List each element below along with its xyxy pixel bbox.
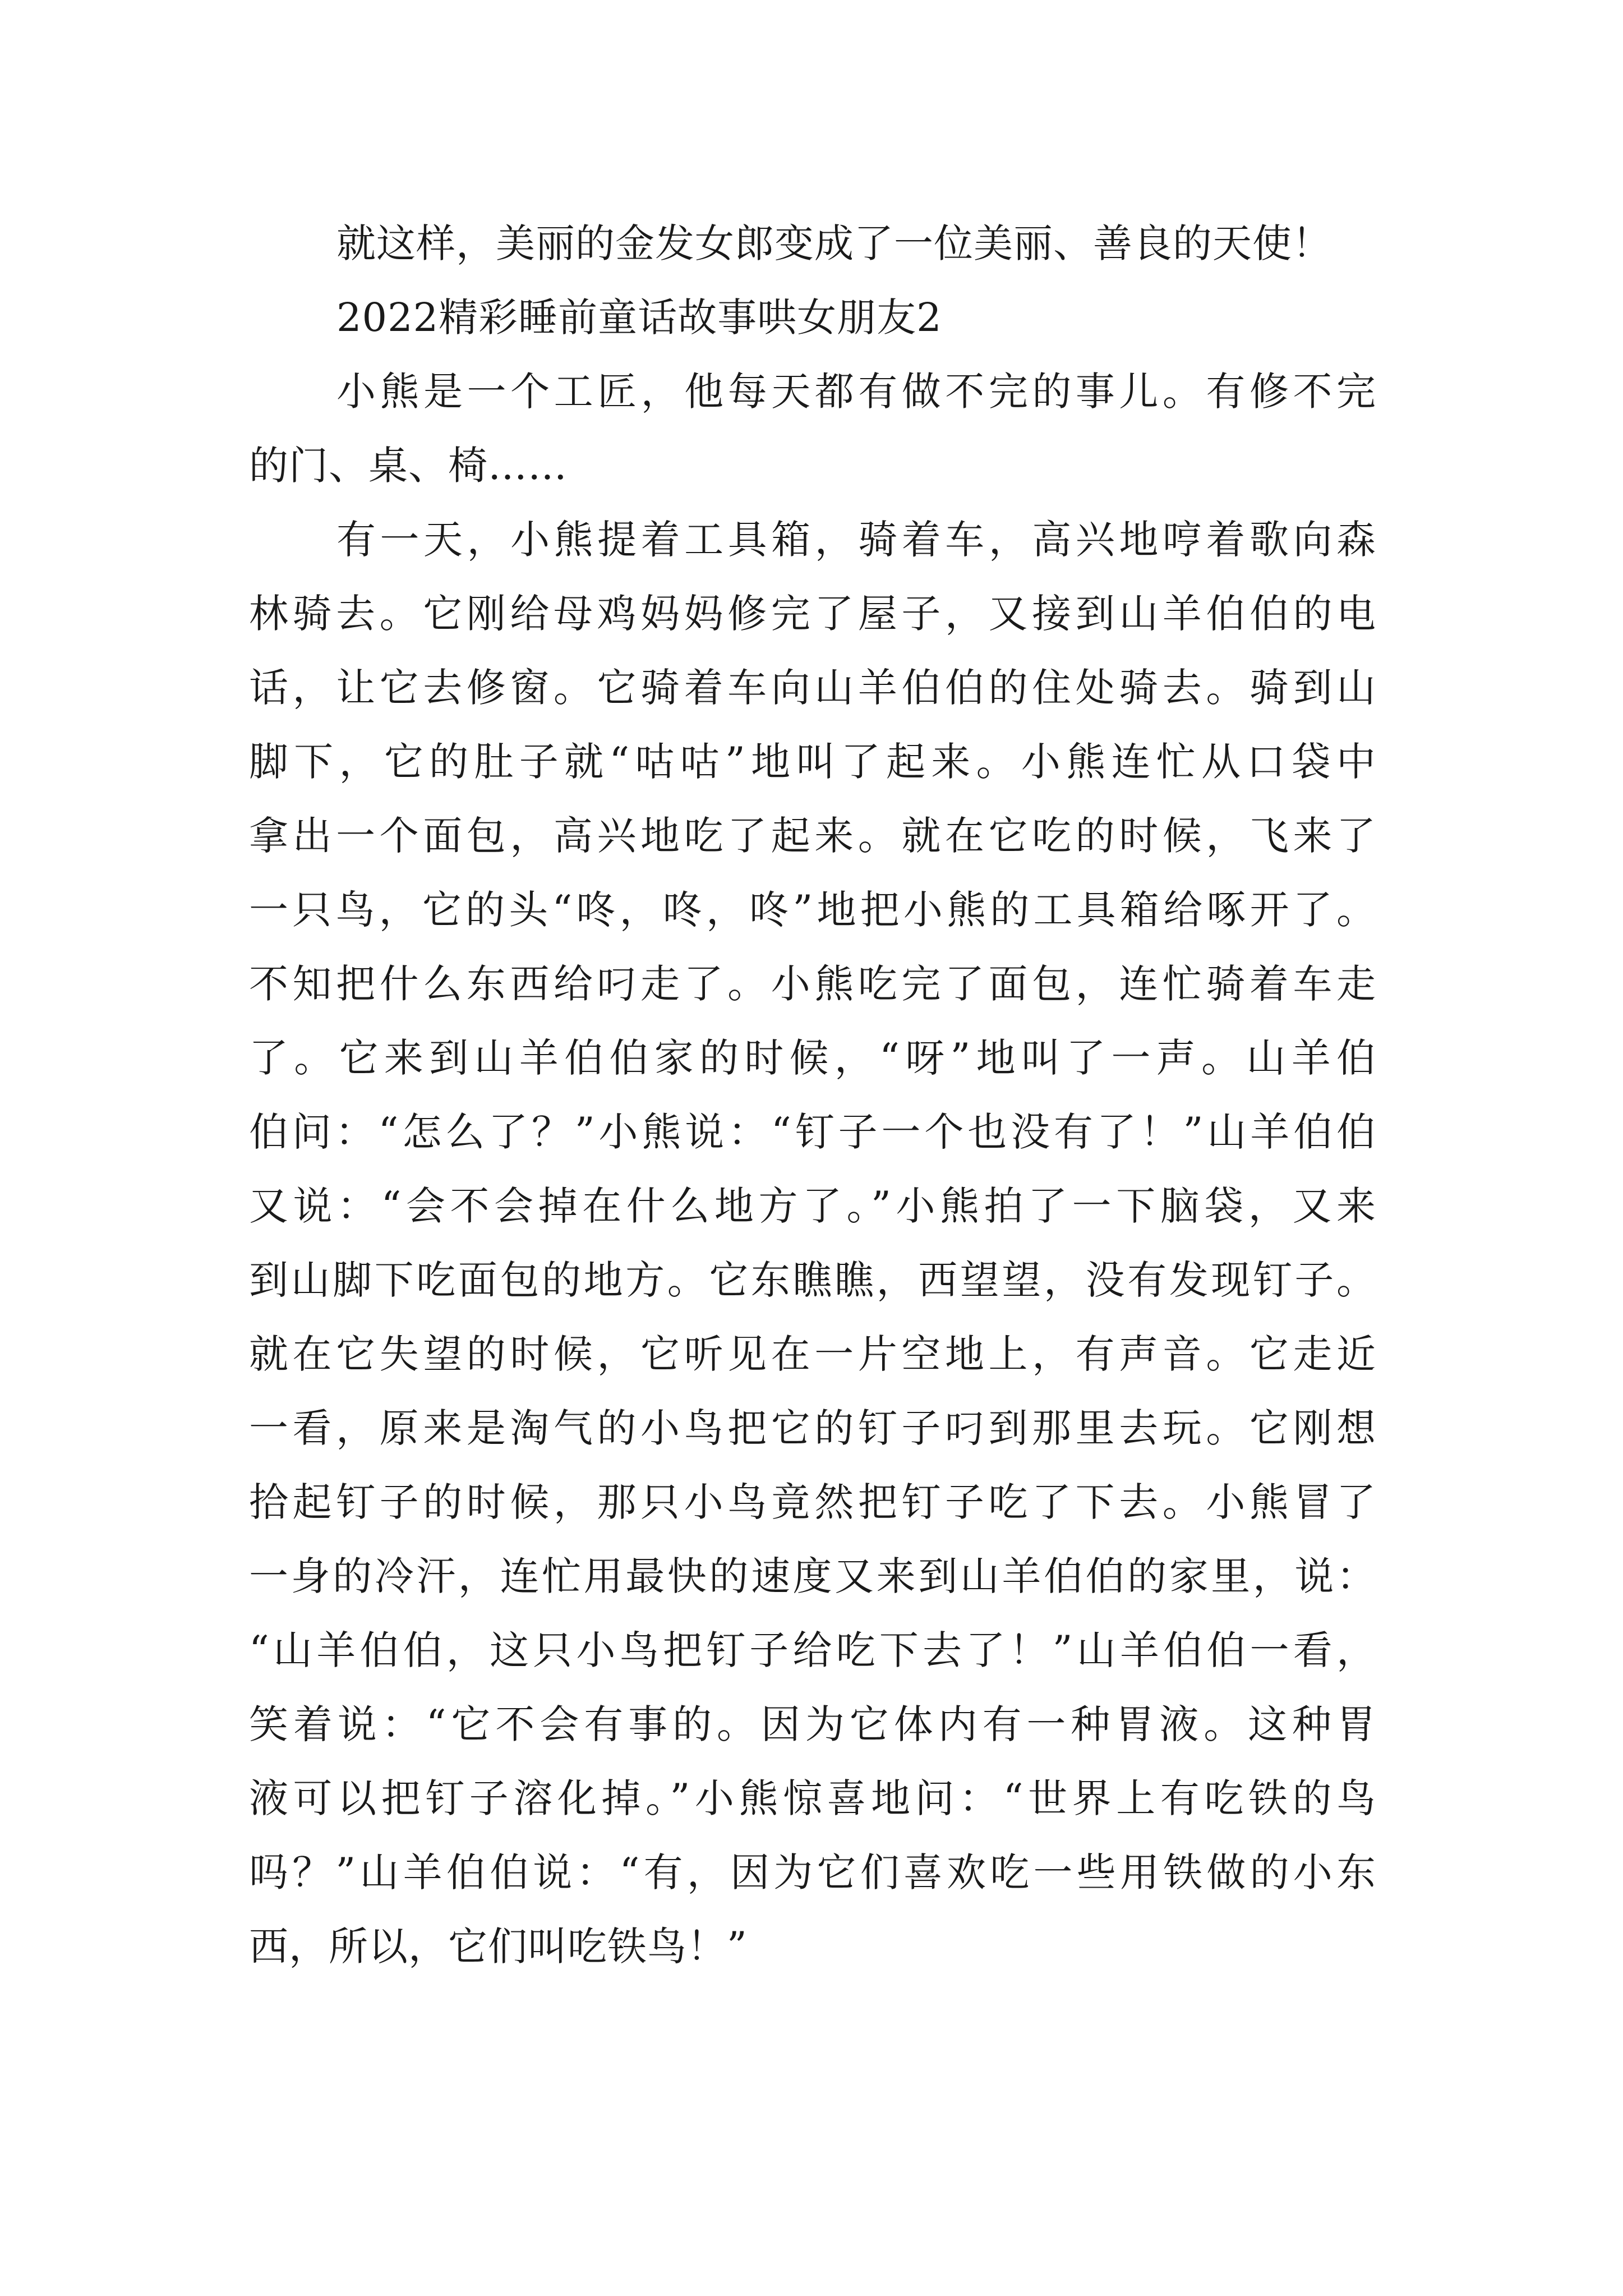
paragraph-2-line-6: 一只鸟，它的头“咚，咚，咚”地把小熊的工具箱给啄开了。 [249,887,1376,933]
paragraph-2-line-2: 林骑去。它刚给母鸡妈妈修完了屋子，又接到山羊伯伯的电 [249,591,1376,637]
paragraph-2-line-5: 拿出一个面包，高兴地吃了起来。就在它吃的时候，飞来了 [249,813,1376,859]
paragraph-2-line-7: 不知把什么东西给叼走了。小熊吃完了面包，连忙骑着车走 [249,961,1376,1007]
story-ending-line: 就这样，美丽的金发女郎变成了一位美丽、善良的天使！ [336,220,1332,266]
paragraph-2-line-8: 了。它来到山羊伯伯家的时候，“呀”地叫了一声。山羊伯 [249,1035,1376,1081]
paragraph-2-line-19: 吗？”山羊伯伯说：“有，因为它们喜欢吃一些用铁做的小东 [249,1849,1376,1895]
paragraph-2-line-13: 一看，原来是淘气的小鸟把它的钉子叼到那里去玩。它刚想 [249,1405,1376,1451]
paragraph-2-line-12: 就在它失望的时候，它听见在一片空地上，有声音。它走近 [249,1331,1376,1377]
paragraph-2-line-11: 到山脚下吃面包的地方。它东瞧瞧，西望望，没有发现钉子。 [249,1257,1376,1303]
paragraph-1-line-2: 的门、桌、椅…… [249,443,568,489]
paragraph-2-line-10: 又说：“会不会掉在什么地方了。”小熊拍了一下脑袋，又来 [249,1183,1376,1229]
paragraph-2-line-17: 笑着说：“它不会有事的。因为它体内有一种胃液。这种胃 [249,1701,1376,1747]
paragraph-2-line-14: 拾起钉子的时候，那只小鸟竟然把钉子吃了下去。小熊冒了 [249,1479,1376,1525]
paragraph-2-line-1: 有一天，小熊提着工具箱，骑着车，高兴地哼着歌向森 [336,517,1376,563]
paragraph-2-line-9: 伯问：“怎么了？”小熊说：“钉子一个也没有了！”山羊伯伯 [249,1109,1376,1155]
paragraph-2-line-20: 西，所以，它们叫吃铁鸟！” [249,1924,748,1970]
paragraph-2-line-18: 液可以把钉子溶化掉。”小熊惊喜地问：“世界上有吃铁的鸟 [249,1775,1376,1821]
paragraph-2-line-3: 话，让它去修窗。它骑着车向山羊伯伯的住处骑去。骑到山 [249,665,1376,711]
paragraph-2-line-16: “山羊伯伯，这只小鸟把钉子给吃下去了！”山羊伯伯一看， [249,1627,1376,1673]
story-heading: 2022精彩睡前童话故事哄女朋友2 [336,295,942,341]
paragraph-1-line-1: 小熊是一个工匠，他每天都有做不完的事儿。有修不完 [336,369,1376,415]
paragraph-2-line-15: 一身的冷汗，连忙用最快的速度又来到山羊伯伯的家里，说： [249,1553,1376,1599]
paragraph-2-line-4: 脚下，它的肚子就“咕咕”地叫了起来。小熊连忙从口袋中 [249,739,1376,785]
